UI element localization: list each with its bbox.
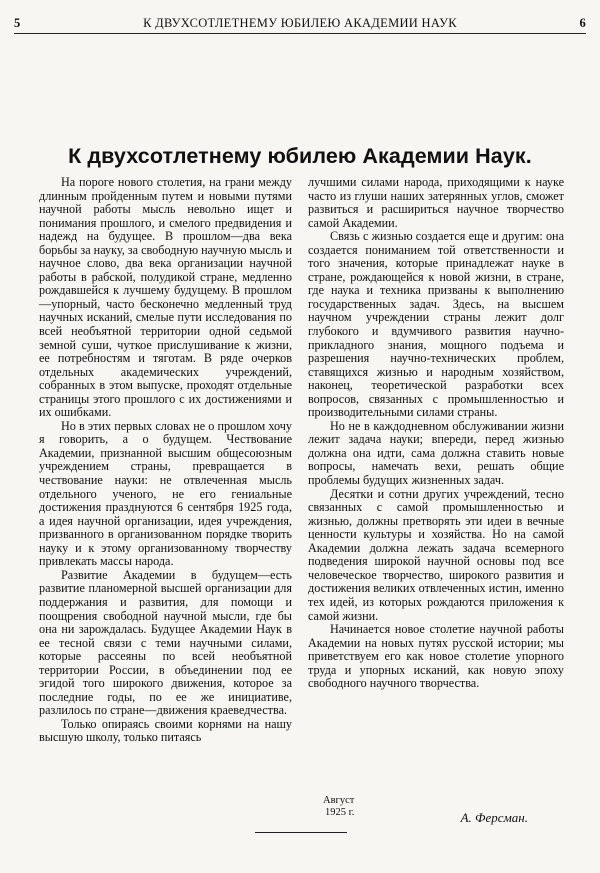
paragraph: Начинается новое столетие научной работы Академии на новых путях русской истории; мы приветствуем его как новое столетие упорного труда и упорных исканий, как новую эпоху свободного научного творчества. [308, 622, 564, 691]
running-header [14, 12, 586, 34]
running-title: К ДВУХСОТЛЕТНЕМУ ЮБИЛЕЮ АКАДЕМИИ НАУК [143, 16, 457, 30]
header-rule [14, 33, 586, 34]
dateline-month: Август [323, 795, 355, 806]
left-column [39, 176, 292, 745]
paragraph: Только опираясь своими корнями на нашу высшую школу, только питаясь [39, 716, 292, 745]
paragraph: Десятки и сотни других учреждений, тесно связанных с самой промышленностью и жизнью, должны претворять эти идеи в вечные ценности культуры и хозяйства. Но на самой Академии должна лежать задача всемерного подведения широкой научной основы под все человеческое творчество, широкого развития и достижения великих отвлеченных истин, именно тех идей, из которых рождаются приложения к самой жизни. [308, 486, 564, 623]
paragraph: Но в этих первых словах не о прошлом хочу я говорить, а о будущем. Чествование Академии, признанной высшим общесоюзным учреждением страны, превращается в чествование науки: не отвлеченная мысль отдельного ученого, не его гениальные достижения празднуются 6 сентября 1925 года, а идея научной организации, идея учреждения, призванного в организованном порядке творить науку и к этому организованному творчеству привлекать массы народа. [39, 418, 292, 569]
paragraph-continued: лучшими силами народа, приходящими к науке часто из глуши наших затерянных углов, сможет развиться и расшириться научное творчество самой Академии. [308, 175, 564, 230]
article-title: К двухсотлетнему юбилею Академии Наук. [68, 144, 532, 168]
closing-rule [255, 832, 347, 833]
paragraph: Развитие Академии в будущем—есть развитие планомерной высшей организации для поддержания и развития, для помощи и поощрения свободной научной мысли, где бы она ни зарождалась. Будущее Академии Наук в ее тесной связи с теми научными силами, которые рассеяны по всей необъятной территории России, в объединении под ее эгидой того широкого движения, которое за последние годы, по ее же инициативе, разлилось по стране—движения краеведчества. [39, 567, 292, 718]
dateline [323, 795, 354, 818]
right-column [308, 176, 564, 691]
page-number-left: 5 [14, 16, 21, 30]
paragraph: Но не в каждодневном обслуживании жизни лежит задача науки; впереди, перед жизнью должна она идти, сама должна ставить новые вопросы, намечать вехи, решать общие проблемы будущих жизненных задач. [308, 418, 564, 488]
dateline-year: 1925 г. [325, 806, 355, 818]
paragraph: На пороге нового столетия, на грани между длинным пройденным путем и новыми путями научной работы мысль невольно ищет и понимания прошлого, и смелого предвидения и надежд на будущее. В прошлом—два века борьбы за науку, за свободную научную мысль и научное слово, два века организации научной работы в рабской, полудикой стране, медленно рождавшейся к лучшему будущему. В прошлом—упорный, часто бесконечно медленный труд научных исканий, смелые пути исследования по всей необъятной территории одной седьмой земной суши, чуткое прислушивание к жизни, ее потребностям и тяготам. В ряде очерков отдельных академических учреждений, собранных в этом выпуске, проходят отдельные страницы этого прошлого с их достижениями и их ошибками. [39, 175, 292, 420]
author-signature: А. Ферсман. [460, 810, 528, 825]
page-number-right: 6 [579, 16, 586, 30]
paragraph: Связь с жизнью создается еще и другим: она создается пониманием той ответственности и того значения, которые принадлежат науке в стране, рождающейся к новой жизни, в стране, где наука и техника призваны к выполнению государственных задач. Здесь, на высшем научном учреждении страны лежит долг глубокого и вдумчивого развития научно-прикладного знания, мощного подъема и разрешения научно-технических проблем, ставящихся жизнью и народным хозяйством, наконец, теоретической разработки всех вопросов, связанных с промышленностью и производительными силами страны. [308, 229, 564, 420]
